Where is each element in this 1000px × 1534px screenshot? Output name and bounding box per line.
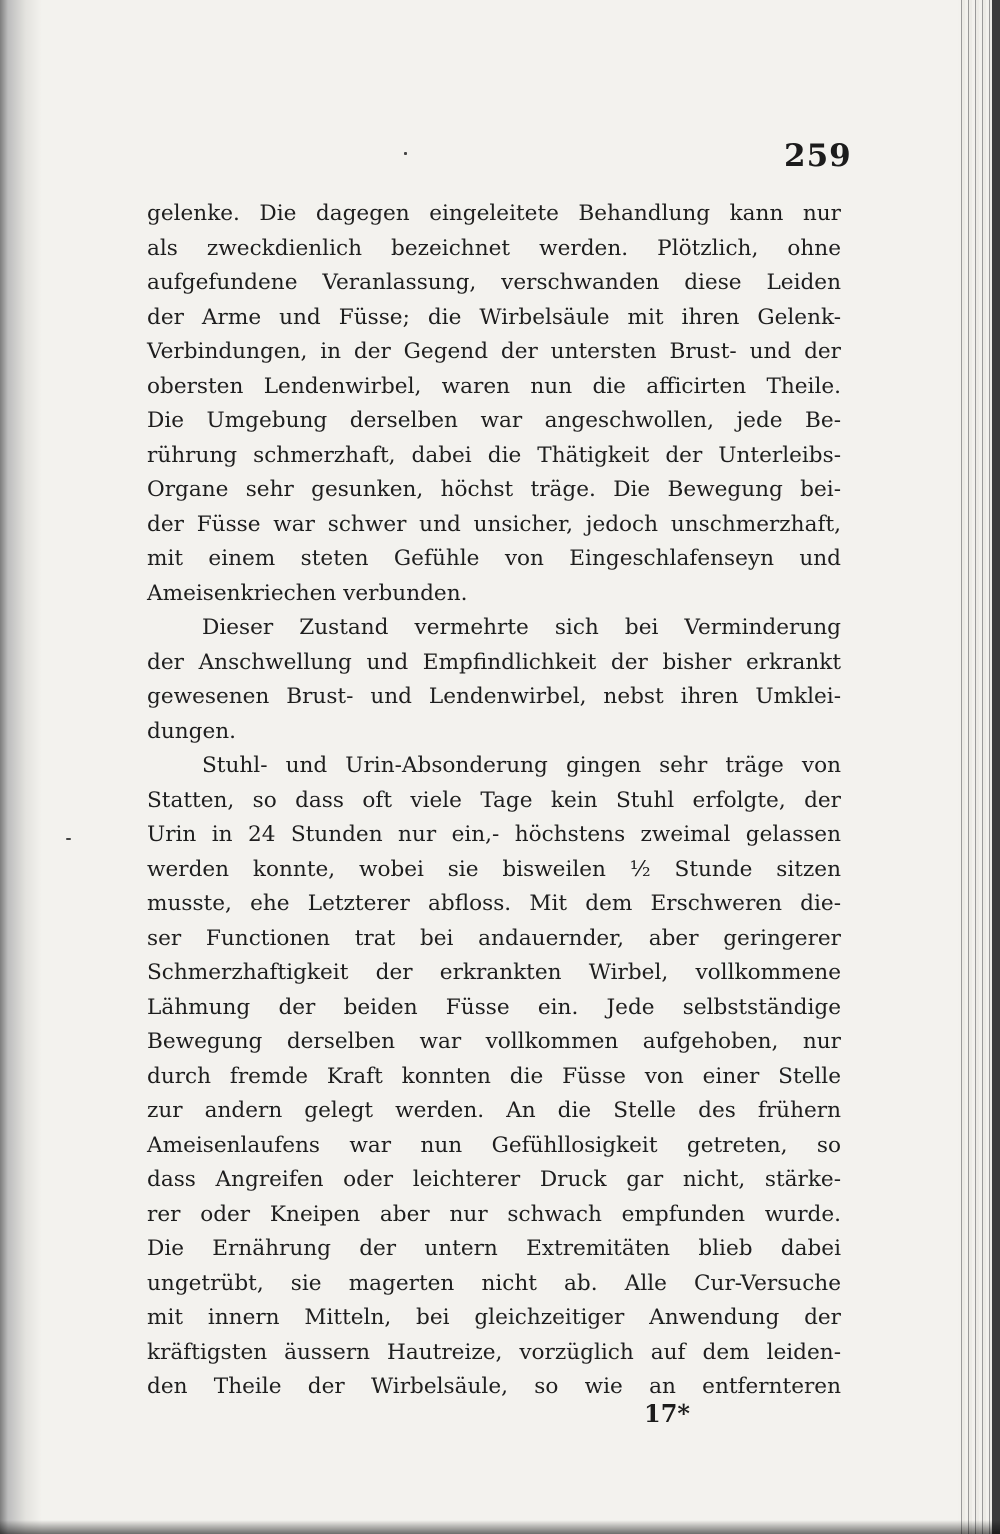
- text-line: rührung schmerzhaft, dabei die Thätigkeit der Unterleibs-: [147, 442, 841, 468]
- text-line: mit innern Mitteln, bei gleichzeitiger Anwendung der: [147, 1305, 841, 1330]
- text-line: zur andern gelegt werden. An die Stelle des frühern: [147, 1098, 841, 1123]
- text-line: gewesenen Brust- und Lendenwirbel, nebst ihren Umklei-: [147, 684, 841, 709]
- text-line: Bewegung derselben war vollkommen aufgehoben, nur: [147, 1029, 841, 1054]
- text-line: aufgefundene Veranlassung, verschwanden diese Leiden: [147, 270, 841, 295]
- text-line: obersten Lendenwirbel, waren nun die afficirten Theile.: [147, 373, 841, 399]
- text-line: Dieser Zustand vermehrte sich bei Verminderung: [202, 615, 841, 640]
- text-line: der Arme und Füsse; die Wirbelsäule mit ihren Gelenk-: [147, 304, 841, 330]
- ink-speck: [404, 152, 407, 155]
- text-line: der Füsse war schwer und unsicher, jedoch unschmerzhaft,: [147, 511, 841, 537]
- text-line: dass Angreifen oder leichterer Druck gar nicht, stärke-: [147, 1167, 841, 1192]
- text-line: Organe sehr gesunken, höchst träge. Die Bewegung bei-: [147, 477, 841, 502]
- text-line: Stuhl- und Urin-Absonderung gingen sehr träge von: [202, 753, 841, 778]
- text-line: den Theile der Wirbelsäule, so wie an entfernteren: [147, 1374, 841, 1399]
- bottom-shadow: [0, 1520, 1000, 1534]
- text-line: ser Functionen trat bei andauernder, aber geringerer: [147, 925, 841, 951]
- text-line: Schmerzhaftigkeit der erkrankten Wirbel, vollkommene: [147, 960, 841, 985]
- text-line: Statten, so dass oft viele Tage kein Stuhl erfolgte, der: [147, 787, 841, 813]
- text-line: mit einem steten Gefühle von Eingeschlafenseyn und: [147, 546, 841, 571]
- text-line: durch fremde Kraft konnten die Füsse von einer Stelle: [147, 1063, 841, 1089]
- body-text: [147, 197, 841, 1405]
- page-number: 259: [784, 138, 852, 174]
- signature-mark: 17*: [644, 1399, 690, 1428]
- text-line: musste, ehe Letzterer abfloss. Mit dem Erschweren die-: [147, 891, 841, 916]
- text-line: Die Umgebung derselben war angeschwollen, jede Be-: [147, 408, 841, 433]
- text-line: werden konnte, wobei sie bisweilen ½ Stunde sitzen: [147, 856, 841, 882]
- text-line: rer oder Kneipen aber nur schwach empfunden wurde.: [147, 1201, 841, 1227]
- text-line: Ameisenkriechen verbunden.: [147, 580, 468, 606]
- text-line: Urin in 24 Stunden nur ein,- höchstens zweimal gelassen: [147, 822, 841, 847]
- text-line: Ameisenlaufens war nun Gefühllosigkeit getreten, so: [147, 1132, 841, 1158]
- text-line: Die Ernährung der untern Extremitäten blieb dabei: [147, 1236, 841, 1261]
- text-line: ungetrübt, sie magerten nicht ab. Alle Cur-Versuche: [147, 1270, 841, 1296]
- ink-speck: [66, 838, 71, 840]
- text-line: Verbindungen, in der Gegend der untersten Brust- und der: [147, 339, 841, 364]
- text-line: dungen.: [147, 718, 237, 744]
- text-line: gelenke. Die dagegen eingeleitete Behandlung kann nur: [147, 201, 841, 226]
- text-line: als zweckdienlich bezeichnet werden. Plötzlich, ohne: [147, 235, 841, 261]
- text-line: der Anschwellung und Empfindlichkeit der bisher erkrankt: [147, 649, 841, 675]
- text-line: kräftigsten äussern Hautreize, vorzüglich auf dem leiden-: [147, 1339, 841, 1365]
- text-line: Lähmung der beiden Füsse ein. Jede selbstständige: [147, 994, 841, 1020]
- page-edges: [958, 0, 1000, 1534]
